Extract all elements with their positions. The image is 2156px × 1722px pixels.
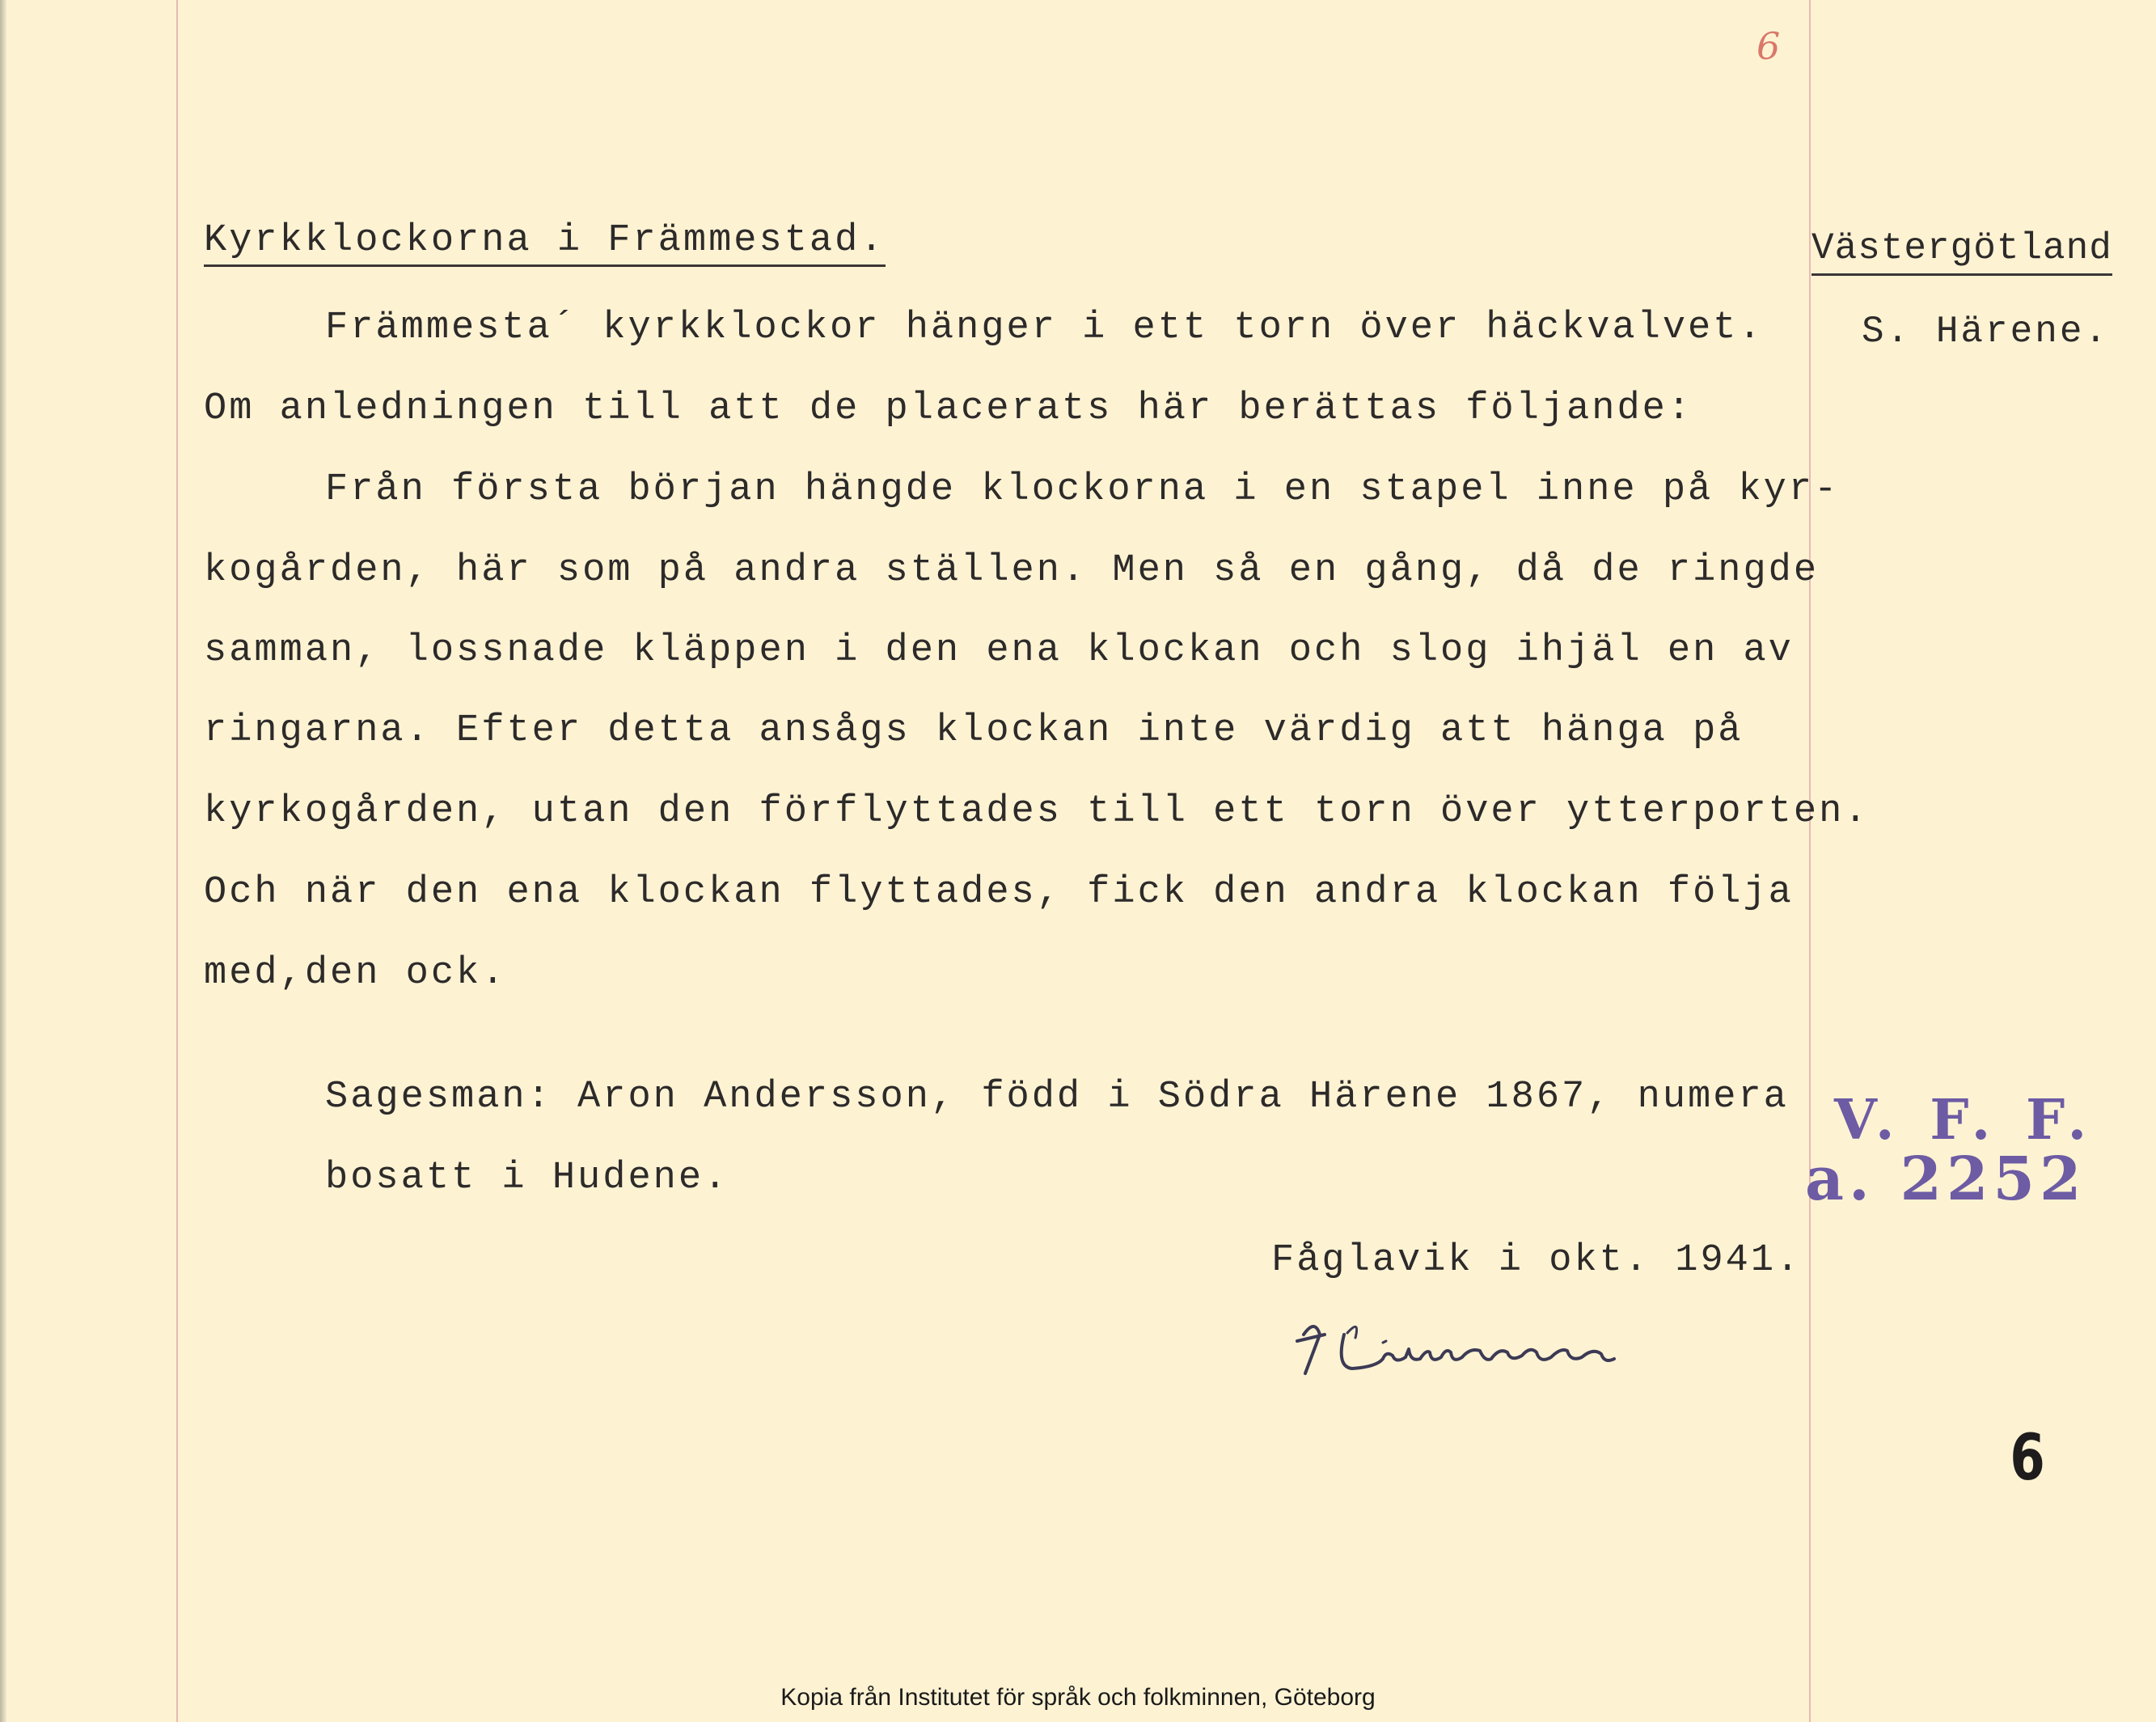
archive-stamp-vff: V. F. F. xyxy=(1834,1088,2095,1153)
body-line-9: med,den ock. xyxy=(204,952,507,995)
handwritten-signature xyxy=(1287,1310,1643,1387)
document-title: Kyrkklockorna i Främmestad. xyxy=(204,222,886,267)
left-margin-line xyxy=(176,0,178,1722)
body-line-8: Och när den ena klockan flyttades, fick den andra klockan följa xyxy=(204,871,1794,914)
archive-stamp-number: a. 2252 xyxy=(1805,1144,2086,1214)
body-line-2: Om anledningen till att de placerats här berättas följande: xyxy=(204,387,1693,430)
body-line-3: Från första början hängde klockorna i en stapel inne på kyr- xyxy=(325,468,1840,511)
footer-credit: Kopia från Institutet för språk och folkminnen, Göteborg xyxy=(780,1684,1376,1711)
handwritten-corner-number: 6 xyxy=(1757,24,1781,68)
informant-line-1: Sagesman: Aron Andersson, född i Södra Härene 1867, numera xyxy=(325,1076,1789,1119)
place-date: Fåglavik i okt. 1941. xyxy=(1271,1239,1802,1282)
page-edge-shadow xyxy=(0,0,6,1722)
body-line-6: ringarna. Efter detta ansågs klockan inte värdig att hänga på xyxy=(204,709,1744,752)
body-line-4: kogården, här som på andra ställen. Men så en gång, då de ringde xyxy=(204,549,1820,592)
body-line-7: kyrkogården, utan den förflyttades till ett torn över ytterporten. xyxy=(204,790,1870,833)
right-margin-line xyxy=(1809,0,1811,1722)
body-line-5: samman, lossnade kläppen i den ena klockan och slog ihjäl en av xyxy=(204,629,1794,672)
page-number: 6 xyxy=(2010,1422,2045,1495)
parish-label: S. Härene. xyxy=(1862,311,2110,353)
informant-line-2: bosatt i Hudene. xyxy=(325,1157,729,1199)
region-label: Västergötland xyxy=(1811,230,2112,276)
signature-scrawl xyxy=(1287,1310,1643,1383)
body-line-1: Främmesta´ kyrkklockor hänger i ett torn över häckvalvet. xyxy=(325,307,1764,349)
